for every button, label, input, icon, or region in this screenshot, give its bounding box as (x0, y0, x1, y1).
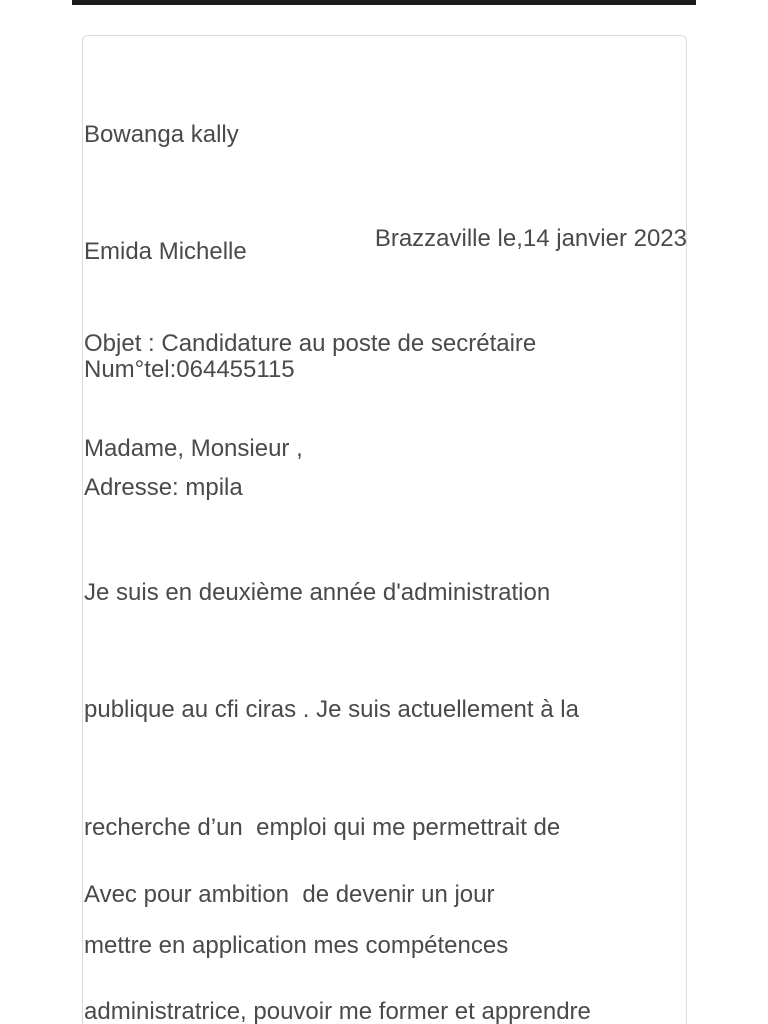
subject-line: Objet : Candidature au poste de secrétaire (84, 330, 537, 357)
sender-address: Adresse: mpila (84, 474, 243, 502)
paragraph-line: administratrice, pouvoir me former et apprendre (84, 998, 591, 1024)
paragraph-line: recherche d’un emploi qui me permettrait de (84, 814, 561, 842)
paragraph-line: publique au cfi ciras . Je suis actuellement à la (84, 696, 579, 724)
sender-phone: Num°tel:064455115 (84, 356, 295, 384)
date-line: Brazzaville le,14 janvier 2023 (374, 225, 687, 252)
sender-name: Bowanga kally (84, 120, 239, 148)
paragraph-line: mettre en application mes compétences (84, 932, 509, 960)
salutation: Madame, Monsieur , (84, 435, 303, 462)
top-bar (72, 0, 696, 5)
paragraph-line: Avec pour ambition de devenir un jour (84, 880, 495, 908)
paragraph-line: Je suis en deuxième année d'administration (84, 578, 551, 606)
sender-block (84, 36, 295, 547)
sender-first-names: Emida Michelle (84, 238, 247, 266)
paragraph-3 (84, 980, 586, 1024)
